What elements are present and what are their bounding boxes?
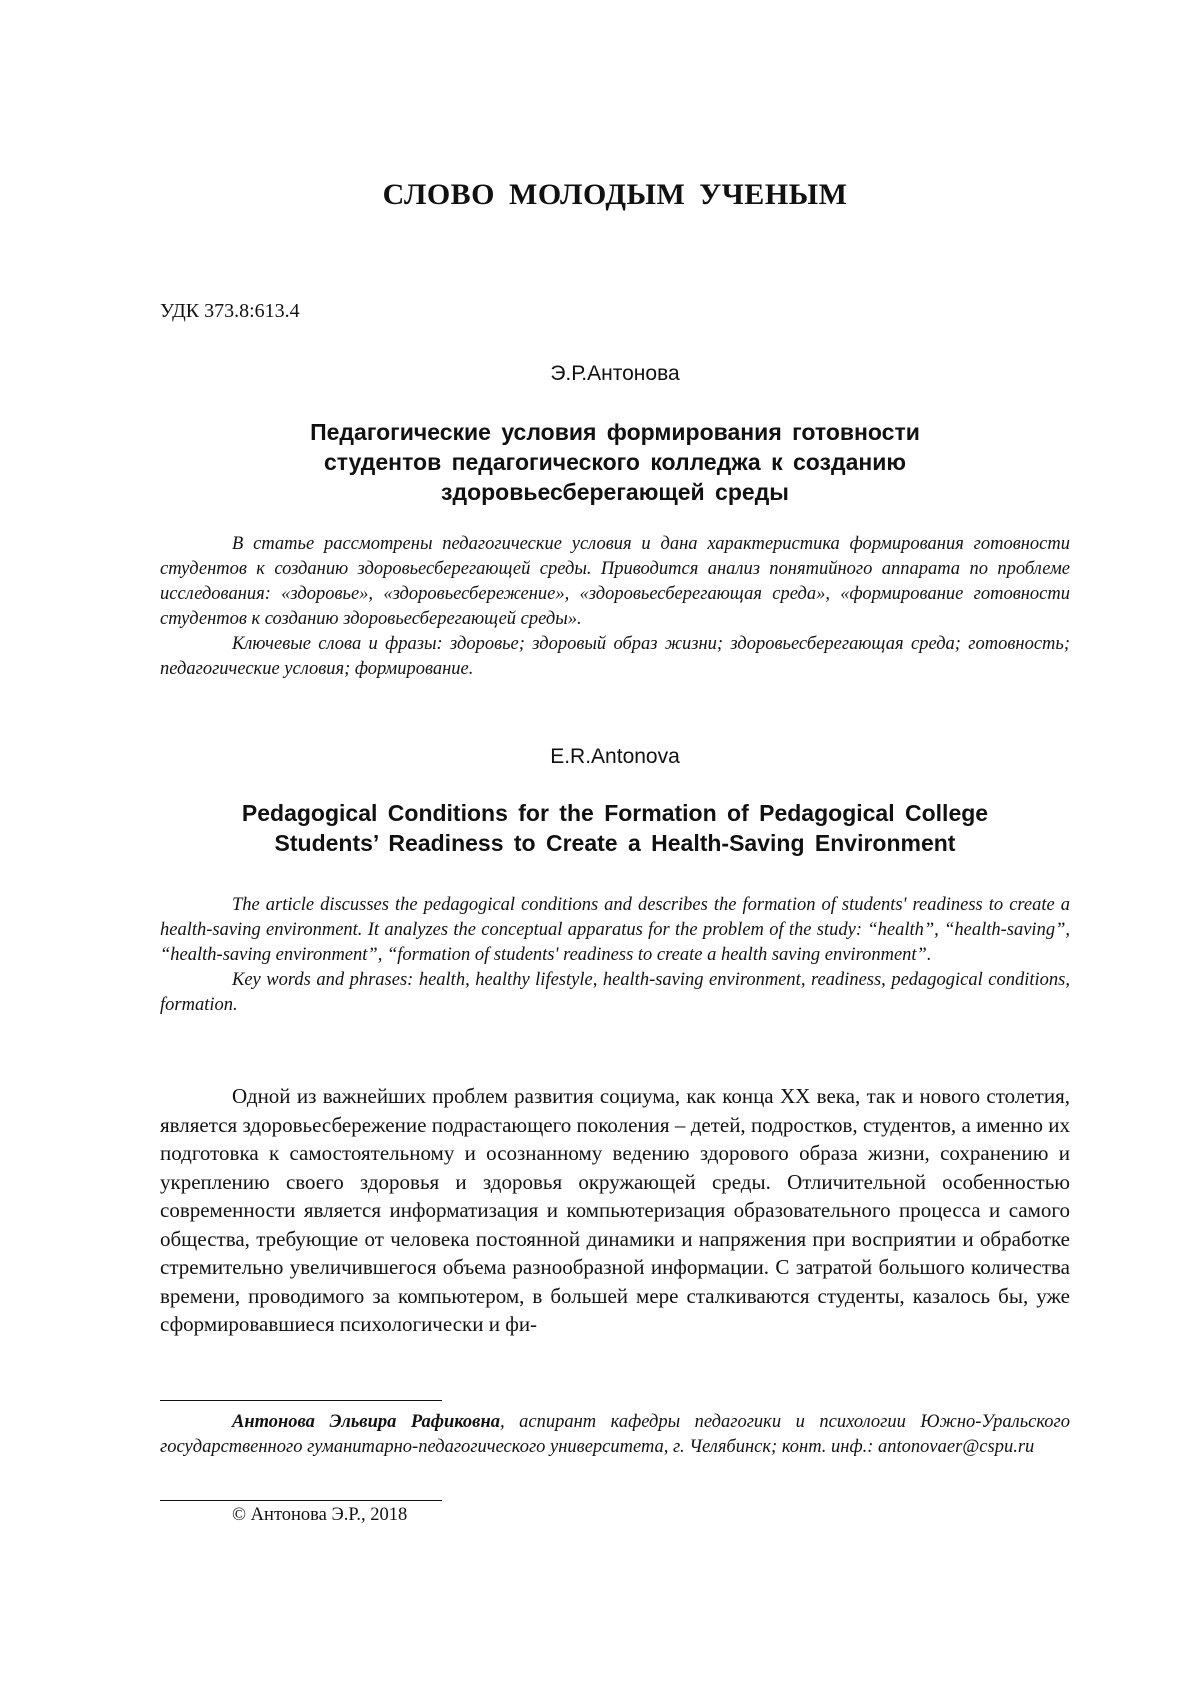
title-line: Педагогические условия формирования готовности [310,419,920,445]
copyright-notice: © Антонова Э.Р., 2018 [232,1505,408,1525]
abstract-text: The article discusses the pedagogical conditions and describes the formation of students' readiness to create a health-saving environment. It analyzes the conceptual apparatus for the problem of the study: “health”, “health-saving”, “health-saving environment”, “formation of students' readiness to create a health saving environment”. [160,895,1070,965]
body-paragraph: Одной из важнейших проблем развития социума, как конца XX века, так и нового столетия, является здоровьесбережение подрастающего поколения – детей, подростков, студентов, а именно их подготовка к самостоятельному и осознанному ведению здорового образа жизни, сохранению и укреплению своего здоровья и здоровья окружающей среды. Отличительной особенностью современности является информатизация и компьютеризация образовательного процесса и самого общества, требующие от человека постоянной динамики и напряжения при восприятии и обработке стремительно увеличившегося объема разнообразной информации. С затратой большого количества времени, проводимого за компьютером, в большей мере сталкиваются студенты, казалось бы, уже сформировавшиеся психологически и фи- [160,1084,1070,1336]
author-footnote [160,1410,1070,1460]
footnote-divider [160,1400,442,1401]
copyright-divider [160,1500,442,1501]
article-title-ru [160,417,1070,507]
article-title-en [160,798,1070,858]
author-en: E.R.Antonova [550,745,680,768]
keywords-text: Ключевые слова и фразы: здоровье; здоровый образ жизни; здоровьесберегающая среда; готовность; педагогические условия; формирование. [160,634,1070,679]
author-ru: Э.Р.Антонова [550,362,680,385]
keywords-text: Key words and phrases: health, healthy lifestyle, health-saving environment, readiness, pedagogical conditions, formation. [160,970,1070,1015]
footnote-author-name: Антонова Эльвира Рафиковна [232,1412,500,1432]
abstract-ru [160,532,1070,682]
title-line: студентов педагогического колледжа к созданию [323,449,907,475]
journal-page [160,0,1070,1698]
title-line: здоровьесберегающей среды [441,479,789,505]
udk-code: УДК 373.8:613.4 [160,300,300,322]
section-title: СЛОВО МОЛОДЫМ УЧЕНЫМ [382,178,848,211]
title-line: Students’ Readiness to Create a Health-Saving Environment [274,830,956,856]
abstract-text: В статье рассмотрены педагогические условия и дана характеристика формирования готовности студентов к созданию здоровьесберегающей среды. Приводится анализ понятийного аппарата по проблеме исследования: «здоровье», «здоровьесбережение», «здоровьесберегающая среда», «формирование готовности студентов к созданию здоровьесберегающей среды». [160,534,1070,629]
body-text [160,1082,1070,1339]
footnote-affiliation: , аспирант кафедры педагогики и психологии Южно-Уральского государственного гуманитарно-педагогического университета, г. Челябинск; конт. инф.: antonovaer@cspu.ru [160,1412,1070,1457]
footnote-paragraph [160,1410,1070,1460]
title-line: Pedagogical Conditions for the Formation of Pedagogical College [241,800,989,826]
abstract-en [160,893,1070,1018]
